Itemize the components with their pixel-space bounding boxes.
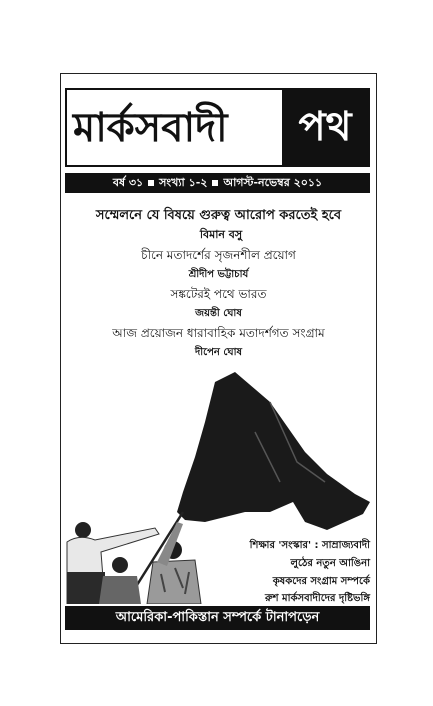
article-author-3: জয়ন্তী ঘোষ	[195, 308, 242, 319]
masthead	[65, 88, 370, 167]
side-headline-1: শিক্ষার 'সংস্কার' : সাম্রাজ্যবাদী	[249, 540, 370, 551]
article-author-2: শ্রীদীপ ভট্টাচার্য	[188, 269, 249, 280]
issue-number: সংখ্যা ১-২	[159, 176, 208, 189]
square-bullet-icon	[148, 180, 154, 186]
article-headline-3: সঙ্কটেরই পথে ভারত	[170, 287, 267, 301]
magazine-cover	[60, 73, 377, 644]
magazine-title-box: পথ	[282, 90, 368, 165]
magazine-title: মার্কসবাদী	[73, 105, 228, 151]
issue-year: বর্ষ ৩১	[112, 176, 144, 189]
square-bullet-icon	[212, 180, 218, 186]
person-centre	[99, 557, 141, 604]
article-headline-4: আজ প্রয়োজন ধারাবাহিক মতাদর্শগত সংগ্রাম	[112, 326, 325, 340]
article-author-4: দীপেন ঘোষ	[194, 347, 243, 358]
article-author-1: বিমান বসু	[199, 228, 243, 241]
issue-months: আগস্ট-নভেম্বর ২০১১	[223, 176, 323, 189]
bottom-banner: আমেরিকা-পাকিস্তান সম্পর্কে টানাপড়েন	[65, 606, 370, 630]
issue-info-bar	[65, 173, 370, 193]
side-headline-4: রুশ মার্কসবাদীদের দৃষ্টিভঙ্গি	[264, 593, 370, 604]
side-headline-2: লুঠের নতুন আঙিনা	[290, 558, 370, 569]
side-headline-3: কৃষকদের সংগ্রাম সম্পর্কে	[272, 576, 370, 587]
flag-shape	[177, 372, 370, 530]
article-headline-1: সম্মেলনে যে বিষয়ে গুরুত্ব আরোপ করতেই হবে	[95, 208, 342, 223]
article-headline-2: চীনে মতাদর্শের সৃজনশীল প্রয়োগ	[141, 248, 296, 262]
